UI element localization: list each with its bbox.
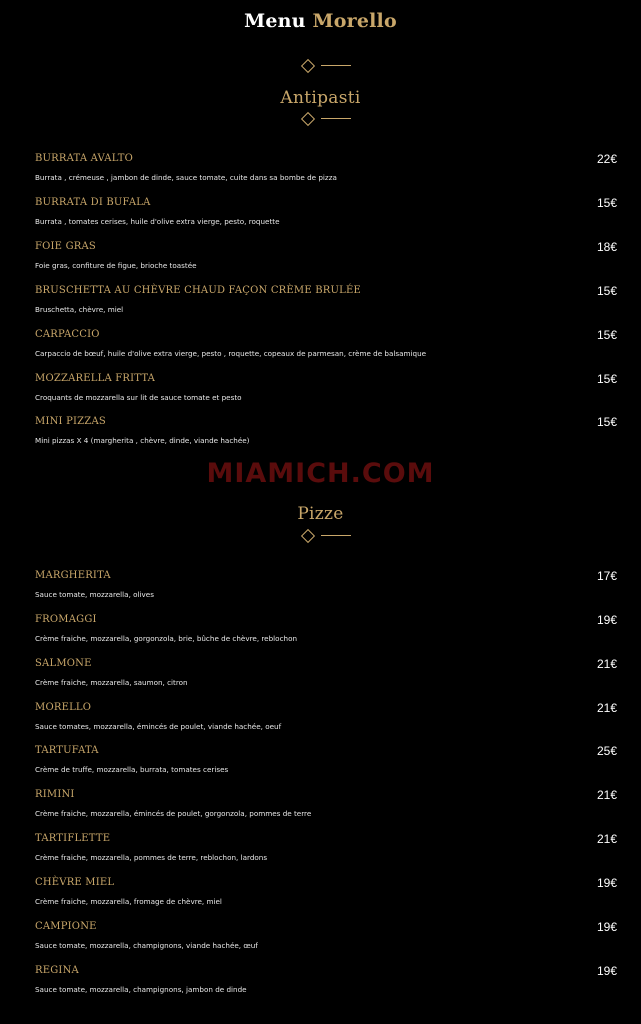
section-title-pizze: Pizze [297,504,344,524]
menu-item [35,965,617,1001]
menu-item-price: 15€ [596,196,617,210]
menu-item [35,702,617,738]
menu-item-name: RIMINI [35,789,75,800]
menu-item-name: CARPACCIO [35,329,100,340]
menu-item-description: Crème fraiche, mozzarella, gorgonzola, brie, bûche de chèvre, reblochon [35,634,298,643]
menu-item-description: Sauce tomate, mozzarella, champignons, jambon de dinde [35,985,247,994]
menu-item-name: BURRATA DI BUFALA [35,197,151,208]
divider-line [321,118,351,119]
menu-item-description: Burrata , crémeuse , jambon de dinde, sauce tomate, cuite dans sa bombe de pizza [35,173,337,182]
menu-item-name: REGINA [35,965,79,976]
menu-item-price: 15€ [596,284,617,298]
menu-item-price: 17€ [596,569,617,583]
menu-item [35,789,617,825]
menu-item-price: 19€ [596,613,617,627]
page-title-part1: Menu [244,10,306,32]
menu-item [35,153,617,189]
menu-item [35,241,617,277]
menu-item [35,329,617,365]
menu-item [35,833,617,869]
menu-item [35,921,617,957]
menu-item-name: SALMONE [35,658,92,669]
menu-item-price: 18€ [596,240,617,254]
menu-item-price: 19€ [596,964,617,978]
menu-item-name: FROMAGGI [35,614,97,625]
menu-item-price: 21€ [596,832,617,846]
menu-item [35,658,617,694]
menu-item-name: CHÈVRE MIEL [35,877,115,888]
menu-item-price: 22€ [596,152,617,166]
menu-item [35,614,617,650]
menu-item [35,285,617,321]
divider-ornament [301,112,361,126]
menu-item-description: Crème fraiche, mozzarella, fromage de chèvre, miel [35,897,222,906]
menu-item-price: 21€ [596,701,617,715]
menu-item-description: Sauce tomates, mozzarella, émincés de poulet, viande hachée, oeuf [35,722,282,731]
menu-item-description: Burrata , tomates cerises, huile d'olive extra vierge, pesto, roquette [35,217,280,226]
menu-item [35,877,617,913]
divider-line [321,65,351,66]
menu-item-description: Croquants de mozzarella sur lit de sauce tomate et pesto [35,393,242,402]
menu-item-description: Crème fraiche, mozzarella, pommes de terre, reblochon, lardons [35,853,268,862]
menu-item-price: 15€ [596,328,617,342]
menu-item-price: 21€ [596,657,617,671]
menu-item-name: MINI PIZZAS [35,416,106,427]
divider-ornament [301,59,361,73]
menu-item [35,373,617,409]
menu-item [35,570,617,606]
menu-item-price: 25€ [596,744,617,758]
menu-item-price: 15€ [596,415,617,429]
divider-line [321,535,351,536]
menu-item-name: MORELLO [35,702,92,713]
menu-item-name: TARTUFATA [35,745,99,756]
menu-item-description: Bruschetta, chèvre, miel [35,305,124,314]
menu-item-price: 19€ [596,876,617,890]
menu-item-description: Foie gras, confiture de figue, brioche toastée [35,261,197,270]
diamond-icon [301,112,315,126]
menu-item-description: Sauce tomate, mozzarella, olives [35,590,154,599]
menu-item-name: BURRATA AVALTO [35,153,134,164]
section-title-antipasti: Antipasti [280,88,361,108]
menu-item-name: MARGHERITA [35,570,111,581]
divider-ornament [301,529,361,543]
menu-item-description: Mini pizzas X 4 (margherita , chèvre, dinde, viande hachée) [35,436,250,445]
menu-item-price: 21€ [596,788,617,802]
menu-item [35,197,617,233]
page-title [0,10,641,32]
menu-item-name: CAMPIONE [35,921,97,932]
watermark: MIAMICH.COM [206,458,435,489]
menu-item [35,745,617,781]
menu-item-name: MOZZARELLA FRITTA [35,373,156,384]
menu-item-price: 19€ [596,920,617,934]
menu-item-name: FOIE GRAS [35,241,96,252]
menu-item [35,416,617,452]
menu-item-price: 15€ [596,372,617,386]
menu-item-description: Sauce tomate, mozzarella, champignons, viande hachée, œuf [35,941,258,950]
menu-item-name: BRUSCHETTA AU CHÈVRE CHAUD FAÇON CRÈME BRULÉE [35,285,361,296]
menu-item-description: Crème de truffe, mozzarella, burrata, tomates cerises [35,765,229,774]
page-title-part2: Morello [312,10,397,32]
diamond-icon [301,59,315,73]
menu-item-name: TARTIFLETTE [35,833,111,844]
menu-item-description: Crème fraiche, mozzarella, émincés de poulet, gorgonzola, pommes de terre [35,809,312,818]
menu-item-description: Carpaccio de bœuf, huile d'olive extra vierge, pesto , roquette, copeaux de parmesan, crème de balsamique [35,349,427,358]
diamond-icon [301,529,315,543]
menu-item-description: Crème fraiche, mozzarella, saumon, citron [35,678,188,687]
